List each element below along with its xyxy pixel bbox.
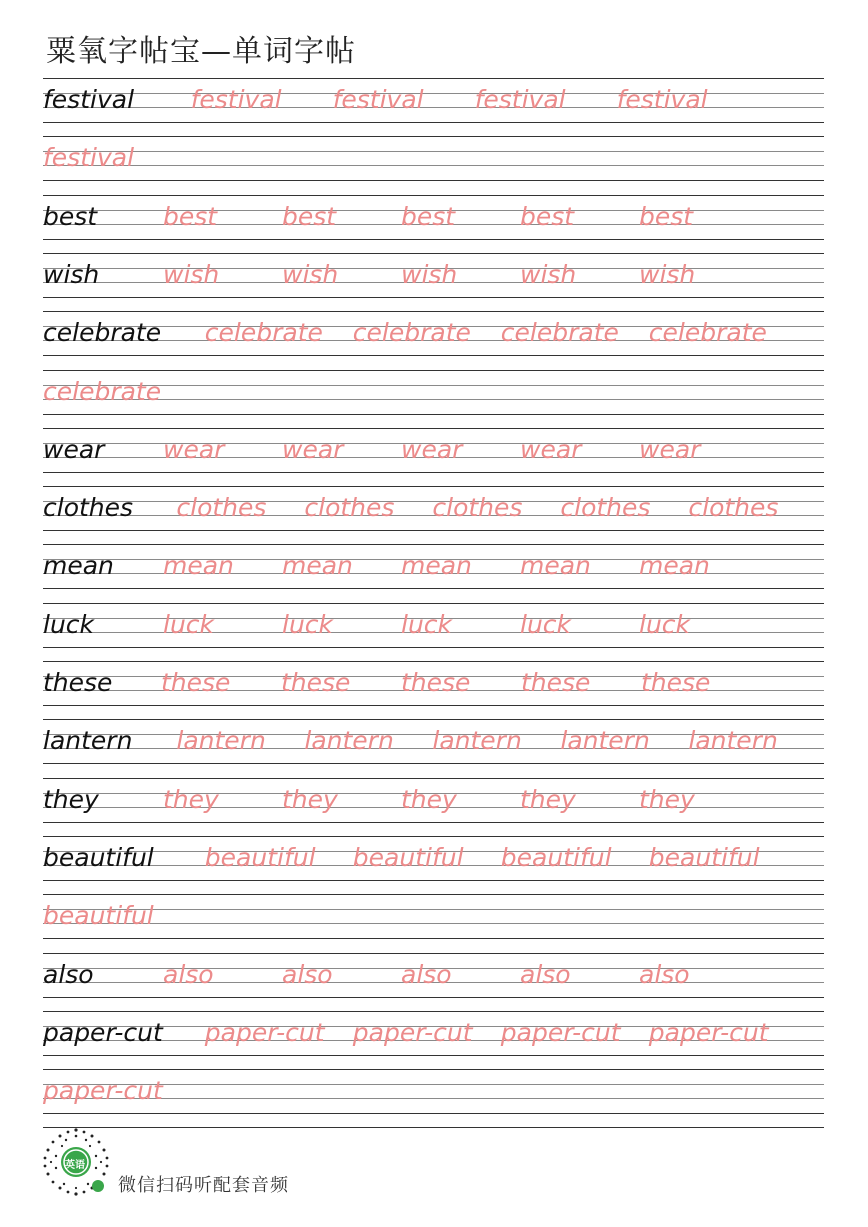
trace-word: clothes — [304, 493, 395, 523]
guide-line — [43, 472, 824, 473]
guide-line — [43, 151, 824, 152]
guide-line — [43, 923, 824, 924]
guide-line — [43, 1069, 824, 1070]
trace-word: wear — [282, 434, 344, 464]
guide-line — [43, 1113, 824, 1114]
trace-word: wear — [401, 434, 463, 464]
trace-word: luck — [639, 609, 691, 639]
guide-line — [43, 180, 824, 181]
guide-line — [43, 544, 824, 545]
practice-row — [0, 894, 868, 952]
guide-line — [43, 355, 824, 356]
trace-word: clothes — [688, 493, 779, 523]
trace-word: best — [163, 201, 218, 231]
trace-word: festival — [43, 143, 135, 173]
page-title: 粟氧字帖宝—单词字帖 — [46, 34, 356, 69]
trace-word: beautiful — [352, 842, 464, 872]
model-word: beautiful — [43, 842, 154, 872]
trace-word: wear — [639, 434, 701, 464]
trace-word: these — [401, 668, 471, 697]
trace-word: paper-cut — [204, 1017, 325, 1047]
trace-word: beautiful — [204, 842, 316, 872]
model-word: clothes — [43, 493, 134, 523]
qr-badge-label: 英语 — [65, 1160, 85, 1171]
trace-word: celebrate — [500, 318, 619, 348]
trace-word: clothes — [560, 493, 651, 523]
guide-line — [43, 836, 824, 837]
trace-word: lantern — [432, 726, 522, 756]
guide-line — [43, 78, 824, 79]
model-word: wish — [43, 259, 100, 289]
practice-row — [0, 428, 868, 486]
practice-row — [0, 836, 868, 894]
guide-line — [43, 486, 824, 487]
model-word: these — [43, 668, 113, 697]
trace-word: luck — [282, 609, 334, 639]
trace-word: these — [641, 668, 711, 697]
trace-word: festival — [616, 85, 708, 114]
guide-line — [43, 705, 824, 706]
trace-word: these — [521, 668, 591, 697]
trace-word: luck — [401, 609, 453, 639]
trace-word: wish — [520, 259, 577, 289]
guide-line — [43, 195, 824, 196]
trace-word: wish — [401, 259, 458, 289]
trace-word: wish — [639, 259, 696, 289]
model-word: mean — [43, 551, 114, 581]
guide-line — [43, 165, 824, 166]
guide-line — [43, 909, 824, 910]
guide-line — [43, 588, 824, 589]
practice-row — [0, 195, 868, 253]
trace-word: lantern — [560, 726, 650, 756]
trace-word: festival — [332, 85, 424, 114]
guide-line — [43, 253, 824, 254]
trace-word: paper-cut — [648, 1017, 769, 1047]
practice-row — [0, 136, 868, 194]
model-word: best — [43, 201, 98, 231]
trace-word: also — [520, 959, 571, 989]
guide-line — [43, 719, 824, 720]
trace-word: wear — [520, 434, 582, 464]
practice-row — [0, 311, 868, 369]
practice-row — [0, 603, 868, 661]
trace-word: they — [401, 784, 457, 814]
guide-line — [43, 136, 824, 137]
trace-word: mean — [520, 551, 591, 581]
guide-line — [43, 880, 824, 881]
trace-word: also — [163, 959, 214, 989]
guide-line — [43, 997, 824, 998]
practice-row — [0, 1011, 868, 1069]
guide-line — [43, 311, 824, 312]
trace-word: paper-cut — [352, 1017, 473, 1047]
practice-row — [0, 544, 868, 602]
practice-row — [0, 953, 868, 1011]
trace-word: best — [639, 201, 694, 231]
model-word: they — [43, 784, 99, 814]
trace-word: beautiful — [43, 901, 154, 931]
trace-word: also — [282, 959, 333, 989]
trace-word: these — [281, 668, 351, 697]
trace-word: lantern — [176, 726, 266, 756]
model-word: wear — [43, 434, 105, 464]
practice-row — [0, 1069, 868, 1127]
guide-line — [43, 603, 824, 604]
guide-line — [43, 822, 824, 823]
audio-caption: 微信扫码听配套音频 — [118, 1175, 289, 1196]
guide-line — [43, 428, 824, 429]
trace-word: celebrate — [352, 318, 471, 348]
trace-word: they — [282, 784, 338, 814]
guide-line — [43, 1055, 824, 1056]
trace-word: these — [161, 668, 231, 697]
practice-row — [0, 370, 868, 428]
guide-line — [43, 122, 824, 123]
model-word: lantern — [43, 726, 133, 756]
trace-word: best — [520, 201, 575, 231]
guide-line — [43, 778, 824, 779]
trace-word: festival — [190, 85, 282, 114]
trace-word: wish — [163, 259, 220, 289]
guide-line — [43, 894, 824, 895]
guide-line — [43, 953, 824, 954]
trace-word: also — [401, 959, 452, 989]
trace-word: celebrate — [43, 376, 162, 406]
guide-line — [43, 297, 824, 298]
practice-row — [0, 78, 868, 136]
guide-line — [43, 414, 824, 415]
trace-word: luck — [520, 609, 572, 639]
trace-word: best — [282, 201, 337, 231]
practice-row — [0, 778, 868, 836]
trace-word: mean — [401, 551, 472, 581]
guide-line — [43, 530, 824, 531]
trace-word: luck — [163, 609, 215, 639]
trace-word: beautiful — [500, 842, 612, 872]
trace-word: they — [639, 784, 695, 814]
trace-word: they — [520, 784, 576, 814]
practice-row — [0, 661, 868, 719]
trace-word: also — [639, 959, 690, 989]
guide-line — [43, 661, 824, 662]
trace-word: clothes — [176, 493, 267, 523]
practice-row — [0, 486, 868, 544]
trace-word: mean — [282, 551, 353, 581]
trace-word: they — [163, 784, 219, 814]
guide-line — [43, 763, 824, 764]
trace-word: paper-cut — [43, 1076, 163, 1106]
trace-word: wish — [282, 259, 339, 289]
model-word: luck — [43, 609, 95, 639]
model-word: also — [43, 959, 94, 989]
trace-word: clothes — [432, 493, 523, 523]
trace-word: lantern — [304, 726, 394, 756]
trace-word: celebrate — [204, 318, 323, 348]
trace-word: festival — [474, 85, 566, 114]
trace-word: wear — [163, 434, 225, 464]
trace-word: best — [401, 201, 456, 231]
guide-line — [43, 647, 824, 648]
practice-row — [0, 719, 868, 777]
trace-word: beautiful — [648, 842, 760, 872]
trace-word: lantern — [688, 726, 778, 756]
model-word: festival — [43, 85, 135, 114]
guide-line — [43, 370, 824, 371]
practice-row — [0, 253, 868, 311]
trace-word: paper-cut — [500, 1017, 621, 1047]
model-word: paper-cut — [43, 1017, 163, 1047]
model-word: celebrate — [43, 318, 162, 348]
audio-footer — [40, 1126, 360, 1198]
trace-word: mean — [639, 551, 710, 581]
guide-line — [43, 1011, 824, 1012]
guide-line — [43, 239, 824, 240]
guide-line — [43, 938, 824, 939]
trace-word: celebrate — [648, 318, 767, 348]
trace-word: mean — [163, 551, 234, 581]
